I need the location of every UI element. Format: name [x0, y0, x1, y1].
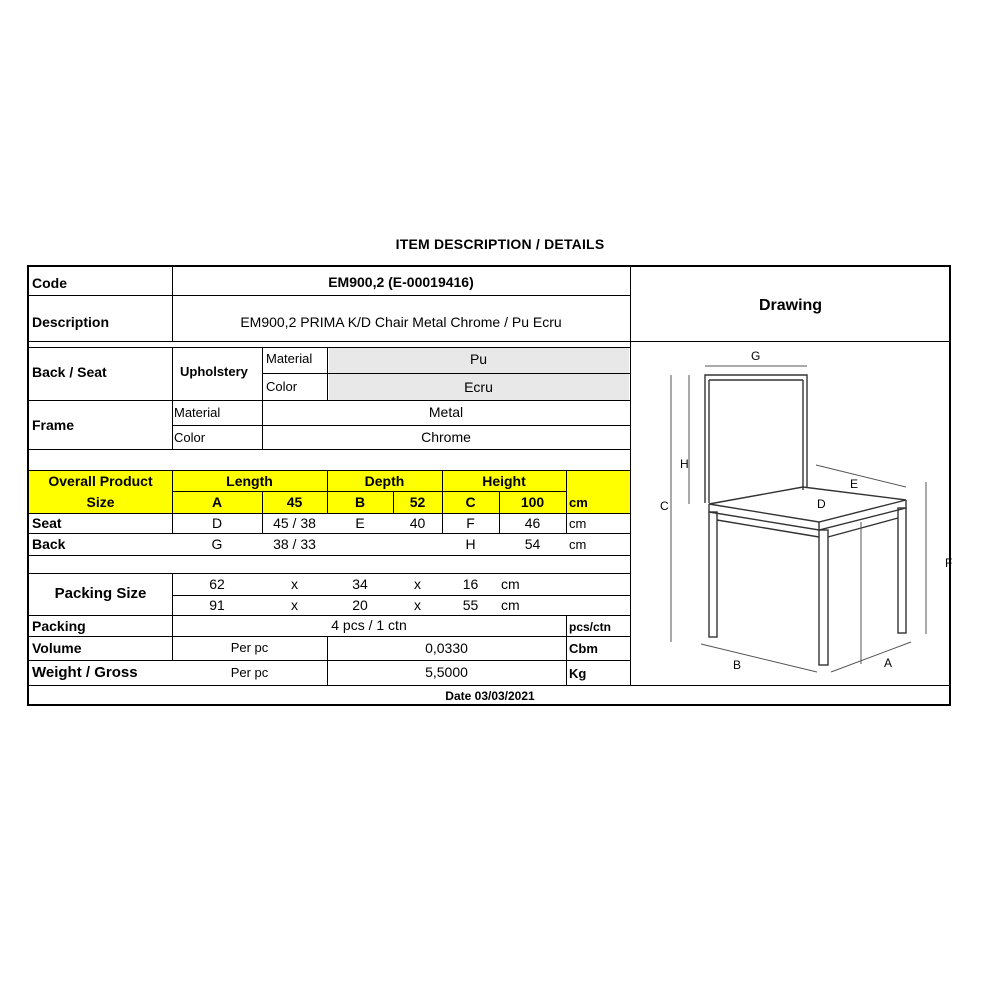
depth-header: Depth — [364, 473, 405, 489]
upholstery-color-label: Color — [266, 379, 298, 394]
code-value: EM900,2 (E-00019416) — [328, 274, 474, 290]
packing-size-label: Packing Size — [54, 585, 147, 602]
pack2-length: 91 — [209, 597, 225, 613]
pack1-x1: x — [291, 576, 298, 592]
leg-back-right — [898, 508, 906, 633]
height-header: Height — [482, 473, 526, 489]
back-g-letter: G — [211, 536, 223, 552]
backrest — [705, 375, 807, 503]
volume-unit: Cbm — [569, 641, 598, 656]
size-label-2: Size — [86, 494, 115, 510]
back-unit: cm — [569, 537, 587, 552]
volume-per: Per pc — [230, 640, 269, 655]
seat-d-value: 45 / 38 — [273, 515, 316, 531]
chair-drawing — [631, 342, 951, 685]
spec-sheet — [27, 265, 951, 706]
upholstery-material-label: Material — [266, 351, 313, 366]
date: Date 03/03/2021 — [445, 689, 535, 703]
dim-b-label: B — [733, 658, 742, 672]
seat-e-letter: E — [355, 515, 365, 531]
size-b-letter: B — [354, 494, 366, 510]
back-h-letter: H — [465, 536, 476, 552]
upholstery-color-value: Ecru — [464, 379, 493, 395]
description-label: Description — [32, 314, 110, 330]
dim-f-label: F — [945, 556, 953, 570]
pack2-width: 20 — [352, 597, 368, 613]
volume-value: 0,0330 — [425, 640, 468, 656]
dim-e-label: E — [850, 477, 859, 491]
page-title: ITEM DESCRIPTION / DETAILS — [395, 236, 605, 252]
frame-material-label: Material — [174, 405, 221, 420]
frame-material-value: Metal — [428, 404, 464, 420]
packing-value: 4 pcs / 1 ctn — [331, 617, 407, 633]
drawing-label: Drawing — [758, 297, 823, 314]
seat-f-value: 46 — [524, 515, 541, 531]
description-value: EM900,2 PRIMA K/D Chair Metal Chrome / Pu Ecru — [240, 314, 562, 330]
pack1-x2: x — [414, 576, 421, 592]
weight-label: Weight / Gross — [32, 664, 138, 681]
size-unit: cm — [569, 495, 588, 510]
size-c-value: 100 — [520, 494, 545, 510]
seat-unit: cm — [569, 516, 587, 531]
pack1-width: 34 — [352, 576, 368, 592]
frame-label: Frame — [32, 417, 75, 433]
dim-c-label: C — [660, 499, 669, 513]
upholstery-label: Upholstery — [180, 364, 248, 379]
seat-d-letter: D — [211, 515, 223, 531]
size-c-letter: C — [465, 494, 476, 510]
size-a-value: 45 — [286, 494, 303, 510]
pack2-x1: x — [291, 597, 298, 613]
frame-color-value: Chrome — [421, 429, 471, 445]
pack1-height: 16 — [462, 576, 479, 592]
upholstery-material-value: Pu — [469, 351, 488, 367]
back-g-value: 38 / 33 — [273, 536, 316, 552]
code-label: Code — [32, 275, 67, 291]
packing-label: Packing — [32, 618, 86, 634]
leg-front-right — [819, 530, 828, 665]
pack1-unit: cm — [501, 576, 520, 592]
back-seat-label: Back / Seat — [32, 364, 107, 380]
back-h-value: 54 — [524, 536, 541, 552]
pack2-height: 55 — [462, 597, 479, 613]
back-label: Back — [32, 536, 66, 552]
seat-label: Seat — [32, 515, 62, 531]
dim-g-label: G — [751, 349, 761, 363]
seat-f-letter: F — [466, 515, 475, 531]
leg-front-left — [709, 512, 717, 637]
pack2-unit: cm — [501, 597, 520, 613]
length-header: Length — [226, 473, 273, 489]
dim-d-label: D — [817, 497, 826, 511]
seat-e-value: 40 — [409, 515, 426, 531]
packing-unit: pcs/ctn — [569, 620, 612, 634]
dim-h-label: H — [680, 457, 689, 471]
weight-value: 5,5000 — [425, 664, 468, 680]
dim-a-label: A — [884, 656, 893, 670]
frame-color-label: Color — [174, 430, 206, 445]
size-b-value: 52 — [409, 494, 426, 510]
size-a-letter: A — [211, 494, 223, 510]
weight-per: Per pc — [230, 665, 269, 680]
pack2-x2: x — [414, 597, 421, 613]
pack1-length: 62 — [209, 576, 225, 592]
size-label-1: Overall Product — [48, 473, 153, 489]
weight-unit: Kg — [569, 666, 587, 681]
volume-label: Volume — [32, 640, 82, 656]
